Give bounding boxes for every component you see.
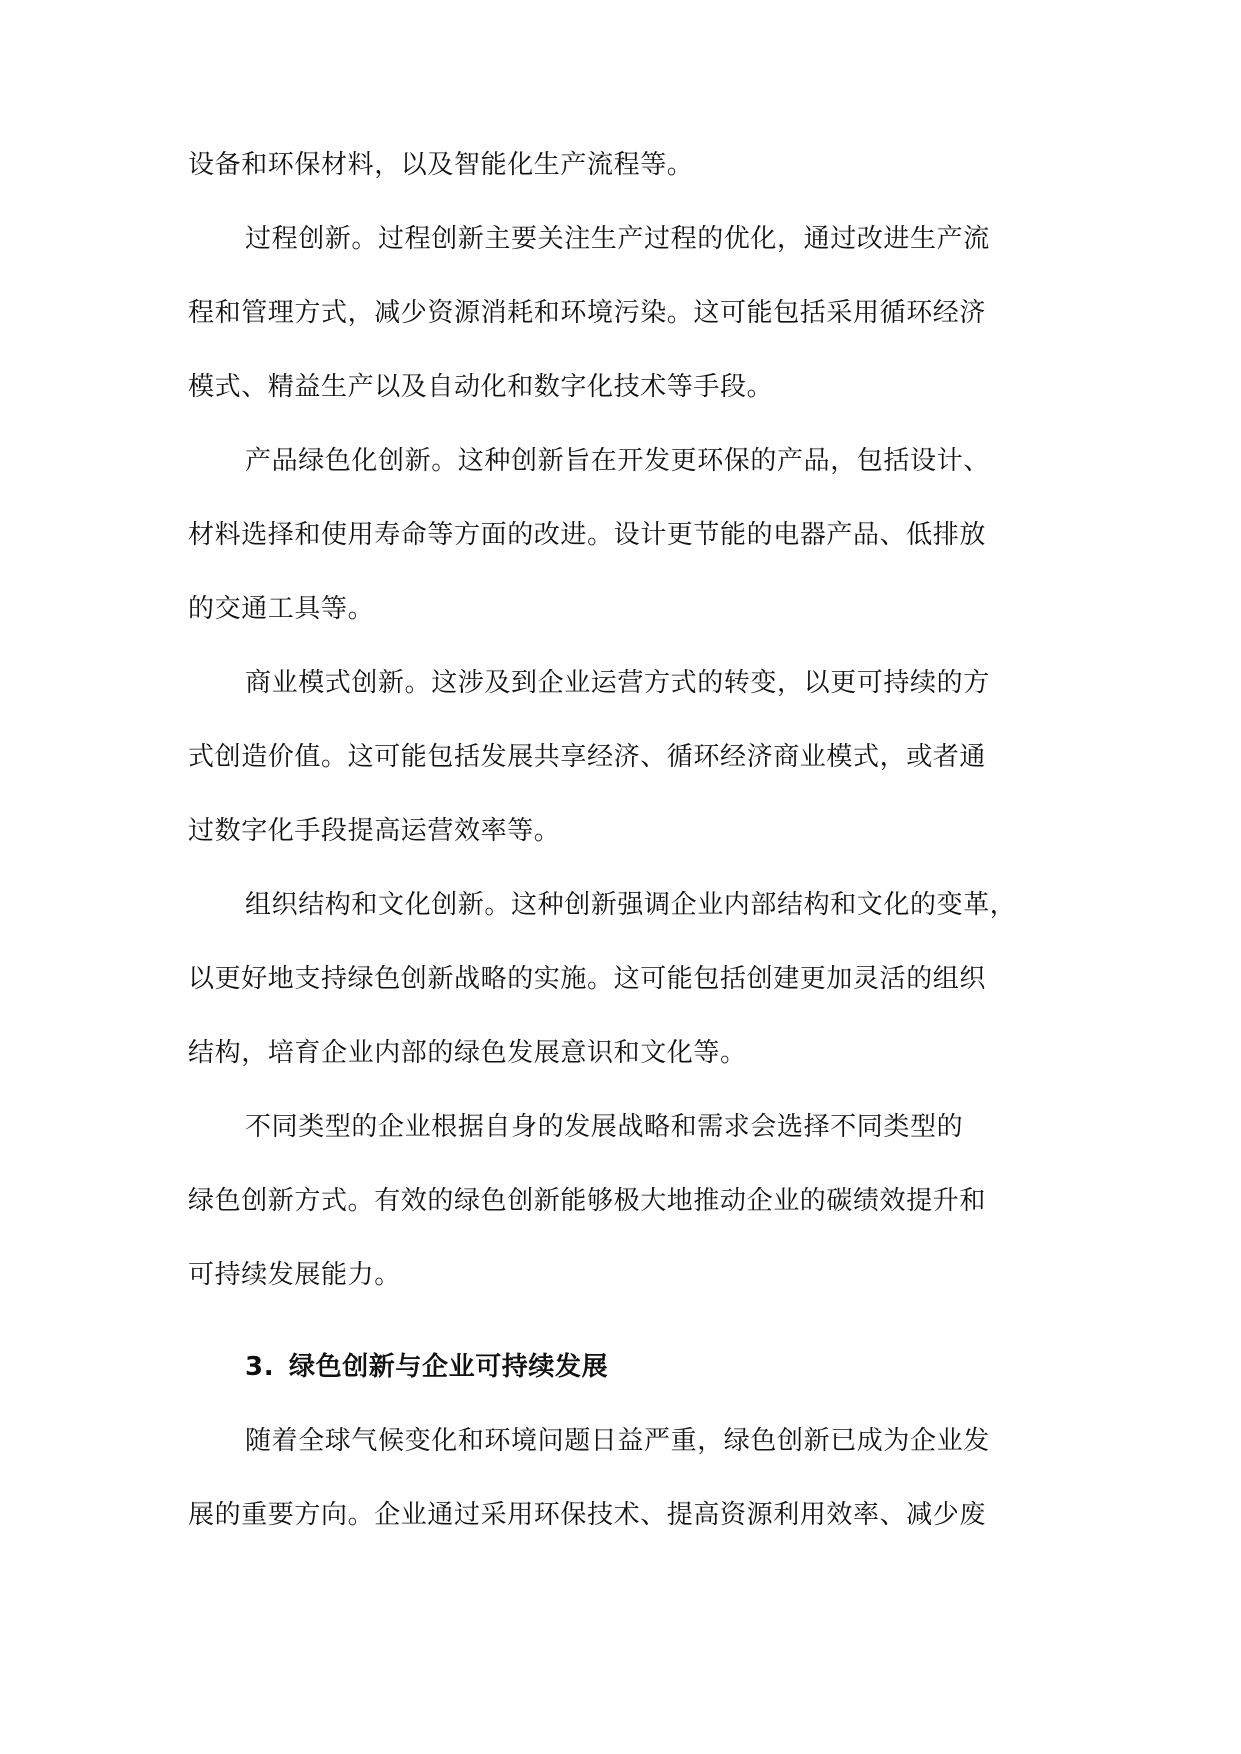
text-line: 设备和环保材料，以及智能化生产流程等。 (188, 150, 694, 180)
paragraph-organization-innovation: 组织结构和文化创新。这种创新强调企业内部结构和文化的变革， (245, 890, 1017, 920)
paragraph-sustainable-development: 随着全球气候变化和环境问题日益严重，绿色创新已成为企业发 (245, 1426, 990, 1456)
text-line: 可持续发展能力。 (188, 1260, 401, 1290)
text-line: 程和管理方式，减少资源消耗和环境污染。这可能包括采用循环经济 (188, 298, 987, 328)
text-line: 以更好地支持绿色创新战略的实施。这可能包括创建更加灵活的组织 (188, 964, 987, 994)
paragraph-business-model-innovation: 商业模式创新。这涉及到企业运营方式的转变，以更可持续的方 (245, 668, 990, 698)
text-line: 材料选择和使用寿命等方面的改进。设计更节能的电器产品、低排放 (188, 520, 987, 550)
paragraph-product-innovation: 产品绿色化创新。这种创新旨在开发更环保的产品，包括设计、 (245, 446, 990, 476)
paragraph-summary: 不同类型的企业根据自身的发展战略和需求会选择不同类型的 (245, 1112, 964, 1142)
text-line: 绿色创新方式。有效的绿色创新能够极大地推动企业的碳绩效提升和 (188, 1186, 987, 1216)
paragraph-process-innovation: 过程创新。过程创新主要关注生产过程的优化，通过改进生产流 (245, 224, 990, 254)
text-line: 过数字化手段提高运营效率等。 (188, 816, 561, 846)
section-heading (188, 1330, 1056, 1404)
section-number: 3. (245, 1352, 275, 1382)
text-line: 结构，培育企业内部的绿色发展意识和文化等。 (188, 1038, 747, 1068)
text-line: 的交通工具等。 (188, 594, 375, 624)
text-line: 模式、精益生产以及自动化和数字化技术等手段。 (188, 372, 774, 402)
section-title: 绿色创新与企业可持续发展 (289, 1352, 609, 1382)
text-line: 展的重要方向。企业通过采用环保技术、提高资源利用效率、减少废 (188, 1500, 987, 1530)
document-body (188, 128, 1056, 1552)
text-line: 式创造价值。这可能包括发展共享经济、循环经济商业模式，或者通 (188, 742, 987, 772)
